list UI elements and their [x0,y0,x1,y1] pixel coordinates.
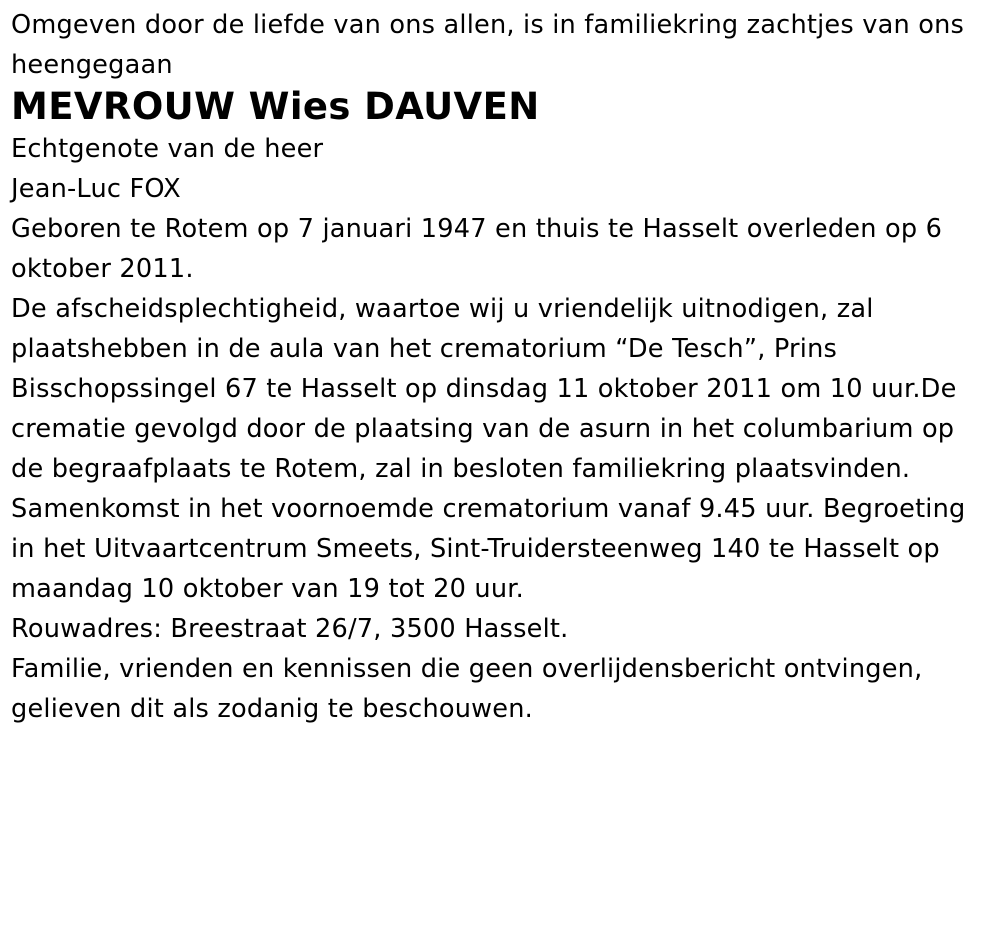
obituary-notice [11,0,991,729]
intro-text: Omgeven door de liefde van ons allen, is in familiekring zachtjes van ons heengegaan [11,10,965,80]
spouse-line-1: Echtgenote van de heer [11,134,324,164]
spouse-line-2: Jean-Luc FOX [11,174,181,204]
mourning-address: Rouwadres: Breestraat 26/7, 3500 Hasselt. [11,614,569,644]
deceased-name: MEVROUW Wies DAUVEN [11,85,540,128]
birth-death-text: Geboren te Rotem op 7 januari 1947 en thuis te Hasselt overleden op 6 oktober 2011. [11,214,943,284]
closing-text: Familie, vrienden en kennissen die geen overlijdensbericht ontvingen, gelieven dit als zodanig te beschouwen. [11,654,923,724]
ceremony-text: De afscheidsplechtigheid, waartoe wij u vriendelijk uitnodigen, zal plaatshebben in de aula van het crematorium “De Tesch”, Prins Bisschopssingel 67 te Hasselt op dinsdag 11 oktober 2011 om 10 uur.De crematie gevolgd door de plaatsing van de asurn in het columbarium op de begraafplaats te Rotem, zal in besloten familiekring plaatsvinden. Samenkomst in het voornoemde crematorium vanaf 9.45 uur. Begroeting in het Uitvaartcentrum Smeets, Sint-Truidersteenweg 140 te Hasselt op maandag 10 oktober van 19 tot 20 uur. [11,294,966,604]
